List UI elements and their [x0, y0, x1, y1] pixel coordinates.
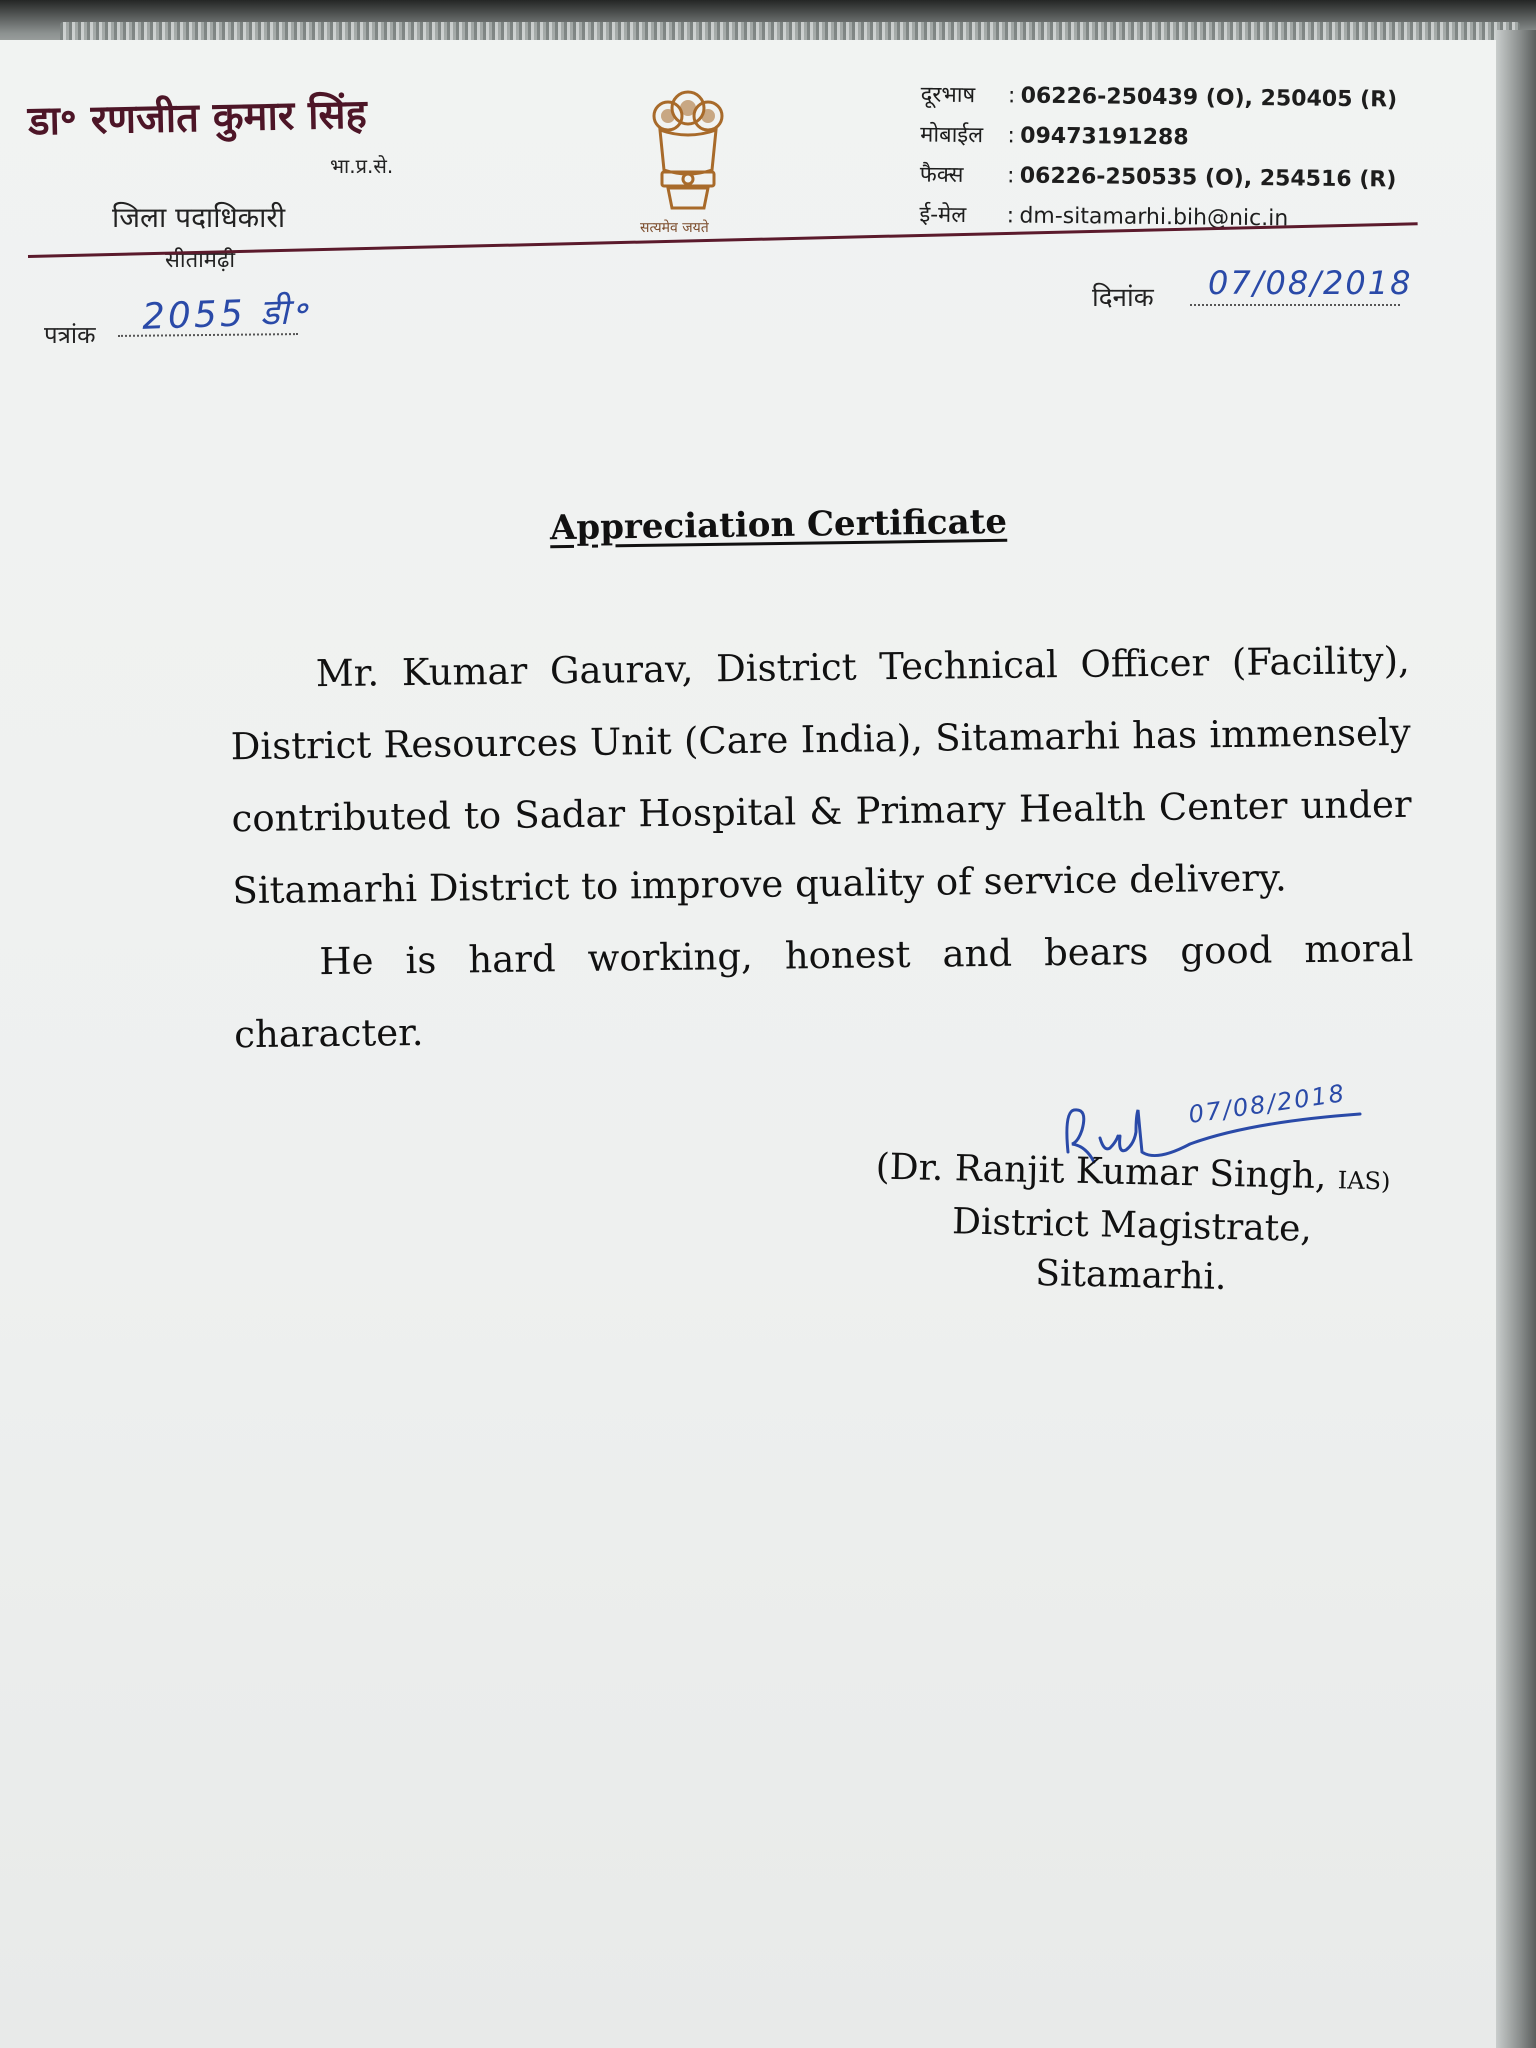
signatory-suffix: IAS) — [1337, 1166, 1391, 1196]
signatory-name: (Dr. Ranjit Kumar Singh, — [875, 1146, 1327, 1198]
contact-colon: : — [1006, 163, 1015, 189]
contact-phone-row — [920, 76, 1397, 121]
body-paragraph: Mr. Kumar Gaurav, District Technical Officer (Facility), District Resources Unit (Care India), Sitamarhi has immensely contributed to Sadar Hospital & Primary Health Center under Sitamarhi District to improve quality of service delivery. — [230, 638, 1412, 913]
signatory-place: Sitamarhi. — [1034, 1252, 1227, 1298]
reference-label: पत्रांक — [44, 321, 96, 349]
letterhead-designation: जिला पदाधिकारी — [112, 201, 286, 234]
letterhead-service: भा.प्र.से. — [330, 154, 394, 178]
contact-label: दूरभाष — [920, 82, 976, 109]
date-label: दिनांक — [1092, 283, 1154, 313]
contact-value: 09473191288 — [1020, 123, 1189, 151]
signatory-designation: District Magistrate, — [951, 1201, 1313, 1250]
contact-mobile-row — [920, 116, 1397, 161]
signatory-block — [870, 1143, 1393, 1307]
page-edge-shadow — [1496, 30, 1536, 2048]
contact-value: dm-sitamarhi.bih@nic.in — [1019, 203, 1289, 232]
contact-fax-row — [920, 156, 1397, 201]
national-emblem-icon — [638, 80, 738, 230]
contact-label: फैक्स — [919, 162, 964, 188]
certificate-title: Appreciation Certificate — [549, 501, 1008, 549]
reference-number: 2055 डी॰ — [141, 291, 311, 338]
contact-colon: : — [1006, 203, 1015, 229]
contact-block — [919, 76, 1397, 241]
contact-colon: : — [1007, 123, 1016, 149]
contact-colon: : — [1007, 83, 1016, 109]
contact-value: 06226-250439 (O), 250405 (R) — [1020, 83, 1398, 113]
date-value: 07/08/2018 — [1208, 264, 1413, 302]
signatory-name-line — [873, 1143, 1394, 1207]
contact-label: ई-मेल — [919, 202, 967, 228]
letterhead-name: डा॰ रणजीत कुमार सिंह — [27, 91, 368, 145]
contact-value: 06226-250535 (O), 254516 (R) — [1019, 163, 1397, 193]
date-dotted-line — [1190, 304, 1400, 306]
emblem-motto: सत्यमेव जयते — [640, 220, 709, 236]
signature-date: 07/08/2018 — [1186, 1079, 1348, 1129]
letterhead-district: सीतामढ़ी — [165, 248, 236, 273]
body-paragraph: He is hard working, honest and bears good moral character. — [233, 926, 1414, 1057]
contact-label: मोबाईल — [920, 122, 984, 149]
certificate-body — [229, 625, 1414, 1071]
